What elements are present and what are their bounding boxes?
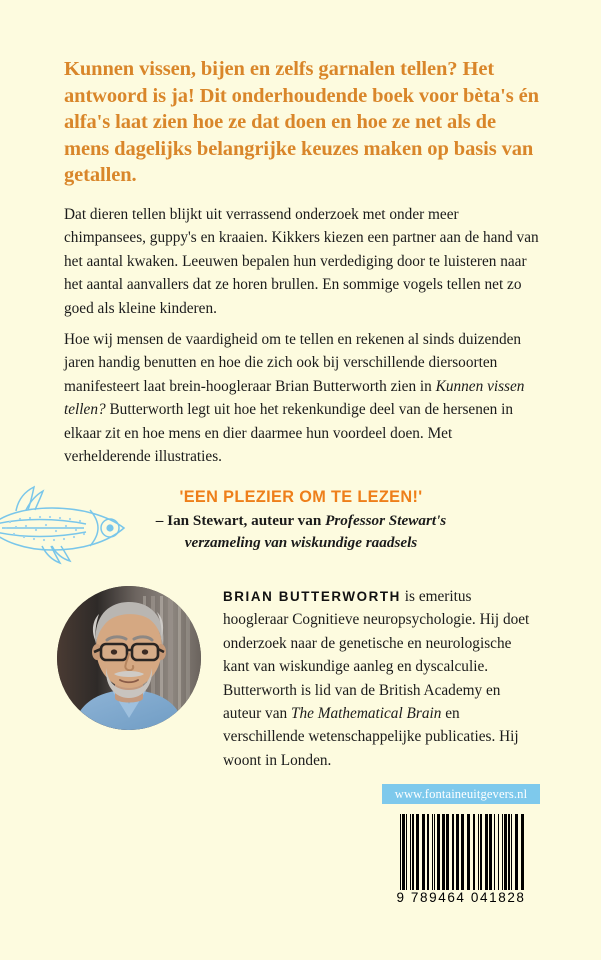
body-paragraph-2 — [64, 328, 540, 468]
barcode-bars — [400, 814, 526, 890]
review-quote-block — [131, 487, 471, 553]
bio-book-title: The Mathematical Brain — [290, 705, 442, 723]
body-paragraph-1: Dat dieren tellen blijkt uit verrassend onderzoek met onder meer chimpansees, guppy's en kraaien. Kikkers kiezen een partner aan de hand van het aantal kwaken. Leeuwen bepalen hun verdediging door te luisteren naar het aantal aanvallers dat ze horen brullen. En sommige vogels tellen net zo goed als kleine kinderen. — [64, 206, 539, 317]
bio-text-after: en verschillende wetenschappelijke publicaties. Hij woont in Londen. — [223, 705, 519, 769]
attribution-book-title-line1: Professor Stewart's — [325, 512, 447, 529]
fish-illustration — [0, 484, 136, 566]
cover-headline: Kunnen vissen, bijen en zelfs garnalen tellen? Het antwoord is ja! Dit onderhoudende boek voor bèta's én alfa's laat zien hoe ze dat doen en hoe ze net als de mens dagelijks belangrijke keuzes maken op basis van getallen. — [64, 58, 539, 187]
review-quote-attribution — [131, 510, 471, 553]
author-portrait — [57, 586, 201, 730]
attribution-book-title-line2: verzameling van wiskundige raadsels — [184, 533, 418, 551]
author-name: BRIAN BUTTERWORTH — [223, 589, 401, 604]
attribution-prefix: – Ian Stewart, auteur van — [155, 512, 326, 529]
barcode-isbn-digits: 9 789464 041828 — [396, 890, 526, 905]
author-photo — [57, 586, 201, 730]
barcode — [382, 806, 540, 918]
bio-text-before: is emeritus hoogleraar Cognitieve neuropsychologie. Hij doet onderzoek naar de genetische en neurologische kant van wiskundige aanleg en dyscalculie. Butterworth is lid van de British Academy en auteur van — [223, 588, 530, 723]
publisher-website-banner[interactable]: www.fontaineuitgevers.nl — [382, 784, 540, 804]
review-quote-text: 'EEN PLEZIER OM TE LEZEN!' — [179, 488, 423, 506]
book-title-inline: Kunnen vissen tellen? — [64, 377, 525, 419]
author-bio — [223, 585, 539, 772]
paragraph-2-text-before: Hoe wij mensen de vaardigheid om te tellen en rekenen al sinds duizenden jaren handig benutten en hoe die zich ook bij verschillende diersoorten manifesteert laat brein-hoogleraar Brian Butterworth zien in — [64, 331, 522, 395]
fish-icon — [0, 484, 136, 566]
paragraph-2-text-after: Butterworth legt uit hoe het rekenkundige deel van de hersenen in elkaar zit en hoe mens en dier daarmee hun voordeel doen. Met verhelderende illustraties. — [64, 401, 514, 466]
